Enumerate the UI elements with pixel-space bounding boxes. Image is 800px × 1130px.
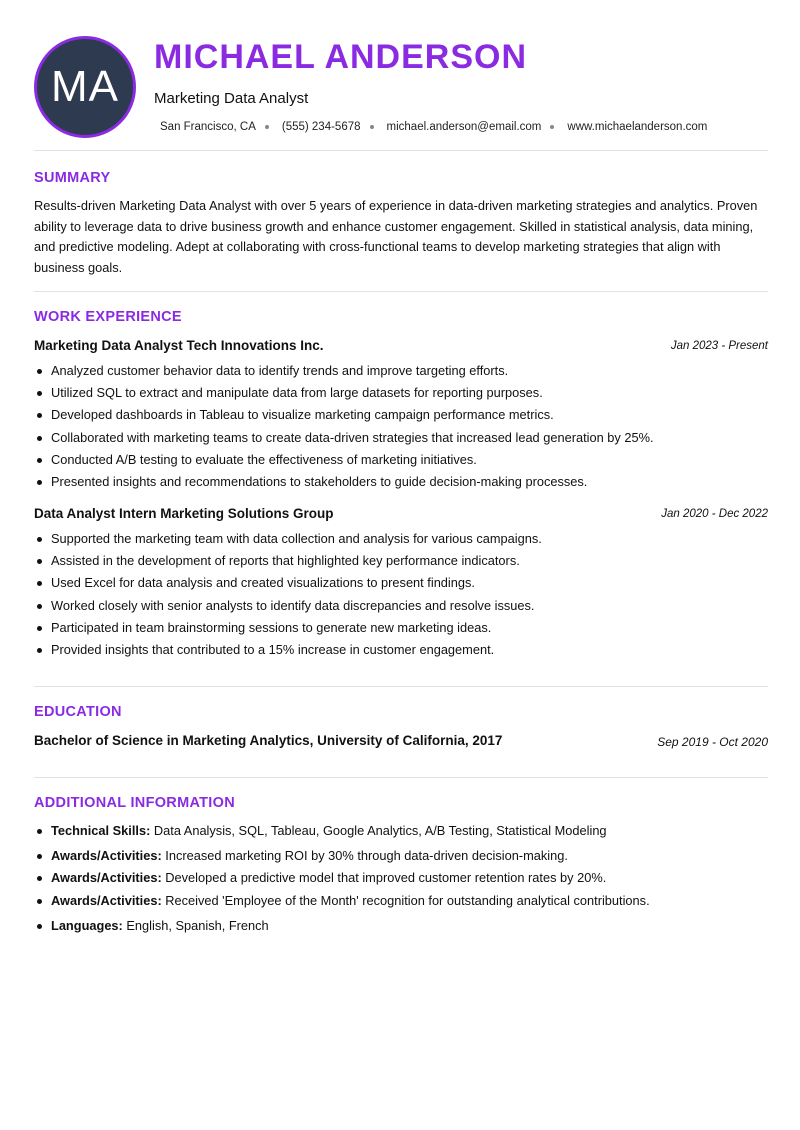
experience-heading: WORK EXPERIENCE — [34, 309, 182, 325]
info-label: Languages: — [51, 917, 123, 933]
job-header — [34, 338, 768, 356]
list-item: Analyzed customer behavior data to identify trends and improve targeting efforts. — [34, 360, 768, 382]
info-value: Developed a predictive model that improved customer retention rates by 20%. — [165, 870, 607, 886]
section-divider — [34, 686, 768, 687]
job-title: Data Analyst Intern Marketing Solutions Group — [34, 506, 334, 521]
job-bullets — [34, 528, 768, 661]
summary-heading: SUMMARY — [34, 170, 111, 186]
resume-header — [34, 34, 768, 138]
list-item: Conducted A/B testing to evaluate the effectiveness of marketing initiatives. — [34, 449, 768, 471]
info-value: Data Analysis, SQL, Tableau, Google Analytics, A/B Testing, Statistical Modeling — [153, 823, 607, 838]
info-value: Received 'Employee of the Month' recognition for outstanding analytical contributions. — [165, 892, 650, 908]
summary-text: Results-driven Marketing Data Analyst with over 5 years of experience in data-driven marketing strategies and analytics. Proven ability to leverage data to drive business growth and enhance customer engagement. Skilled in statistical analysis, data mining, and predictive modeling. Adept at collaborating with cross-functional teams to develop marketing strategies that align with business goals. — [34, 198, 758, 275]
list-item: Presented insights and recommendations to stakeholders to guide decision-making processes. — [34, 471, 768, 493]
list-item: Provided insights that contributed to a 15% increase in customer engagement. — [34, 639, 768, 661]
list-item — [34, 845, 768, 867]
separator-dot — [370, 125, 374, 129]
contact-email[interactable]: michael.anderson@email.com — [386, 121, 542, 133]
info-label: Technical Skills: — [51, 823, 151, 838]
job-date: Jan 2023 - Present — [670, 340, 768, 352]
info-label: Awards/Activities: — [51, 870, 162, 886]
info-label: Awards/Activities: — [51, 848, 162, 864]
list-item — [34, 915, 768, 937]
list-item: Participated in team brainstorming sessions to generate new marketing ideas. — [34, 617, 768, 639]
info-value: Increased marketing ROI by 30% through data-driven decision-making. — [165, 848, 568, 864]
list-item — [34, 867, 768, 889]
job-header — [34, 506, 768, 524]
candidate-role: Marketing Data Analyst — [154, 90, 309, 107]
contact-phone: (555) 234-5678 — [281, 121, 361, 133]
additional-info-list — [34, 820, 768, 937]
job-title: Marketing Data Analyst Tech Innovations Inc. — [34, 338, 324, 353]
avatar — [34, 36, 136, 138]
info-label: Awards/Activities: — [51, 892, 162, 908]
separator-dot — [550, 125, 554, 129]
job-bullets — [34, 360, 768, 493]
education-heading: EDUCATION — [34, 704, 122, 720]
education-date: Sep 2019 - Oct 2020 — [657, 735, 768, 749]
education-degree: Bachelor of Science in Marketing Analytics, University of California, 2017 — [34, 733, 503, 748]
list-item: Worked closely with senior analysts to identify data discrepancies and resolve issues. — [34, 595, 768, 617]
list-item: Supported the marketing team with data collection and analysis for various campaigns. — [34, 528, 768, 550]
list-item: Assisted in the development of reports that highlighted key performance indicators. — [34, 550, 768, 572]
additional-info-heading: ADDITIONAL INFORMATION — [34, 795, 235, 811]
list-item: Collaborated with marketing teams to create data-driven strategies that increased lead generation by 25%. — [34, 427, 768, 449]
candidate-name: MICHAEL ANDERSON — [154, 38, 528, 76]
job-date: Jan 2020 - Dec 2022 — [661, 508, 768, 520]
list-item: Developed dashboards in Tableau to visualize marketing campaign performance metrics. — [34, 404, 768, 426]
section-divider — [34, 291, 768, 292]
list-item: Utilized SQL to extract and manipulate data from large datasets for reporting purposes. — [34, 382, 768, 404]
separator-dot — [265, 125, 269, 129]
contact-line — [160, 121, 707, 133]
section-divider — [34, 150, 768, 151]
contact-website[interactable]: www.michaelanderson.com — [567, 121, 708, 133]
list-item — [34, 820, 768, 842]
info-value: English, Spanish, French — [126, 917, 269, 933]
section-divider — [34, 777, 768, 778]
contact-location: San Francisco, CA — [160, 121, 256, 133]
list-item — [34, 890, 768, 912]
avatar-initials: MA — [51, 62, 119, 111]
education-entry — [34, 733, 768, 751]
list-item: Used Excel for data analysis and created visualizations to present findings. — [34, 572, 768, 594]
